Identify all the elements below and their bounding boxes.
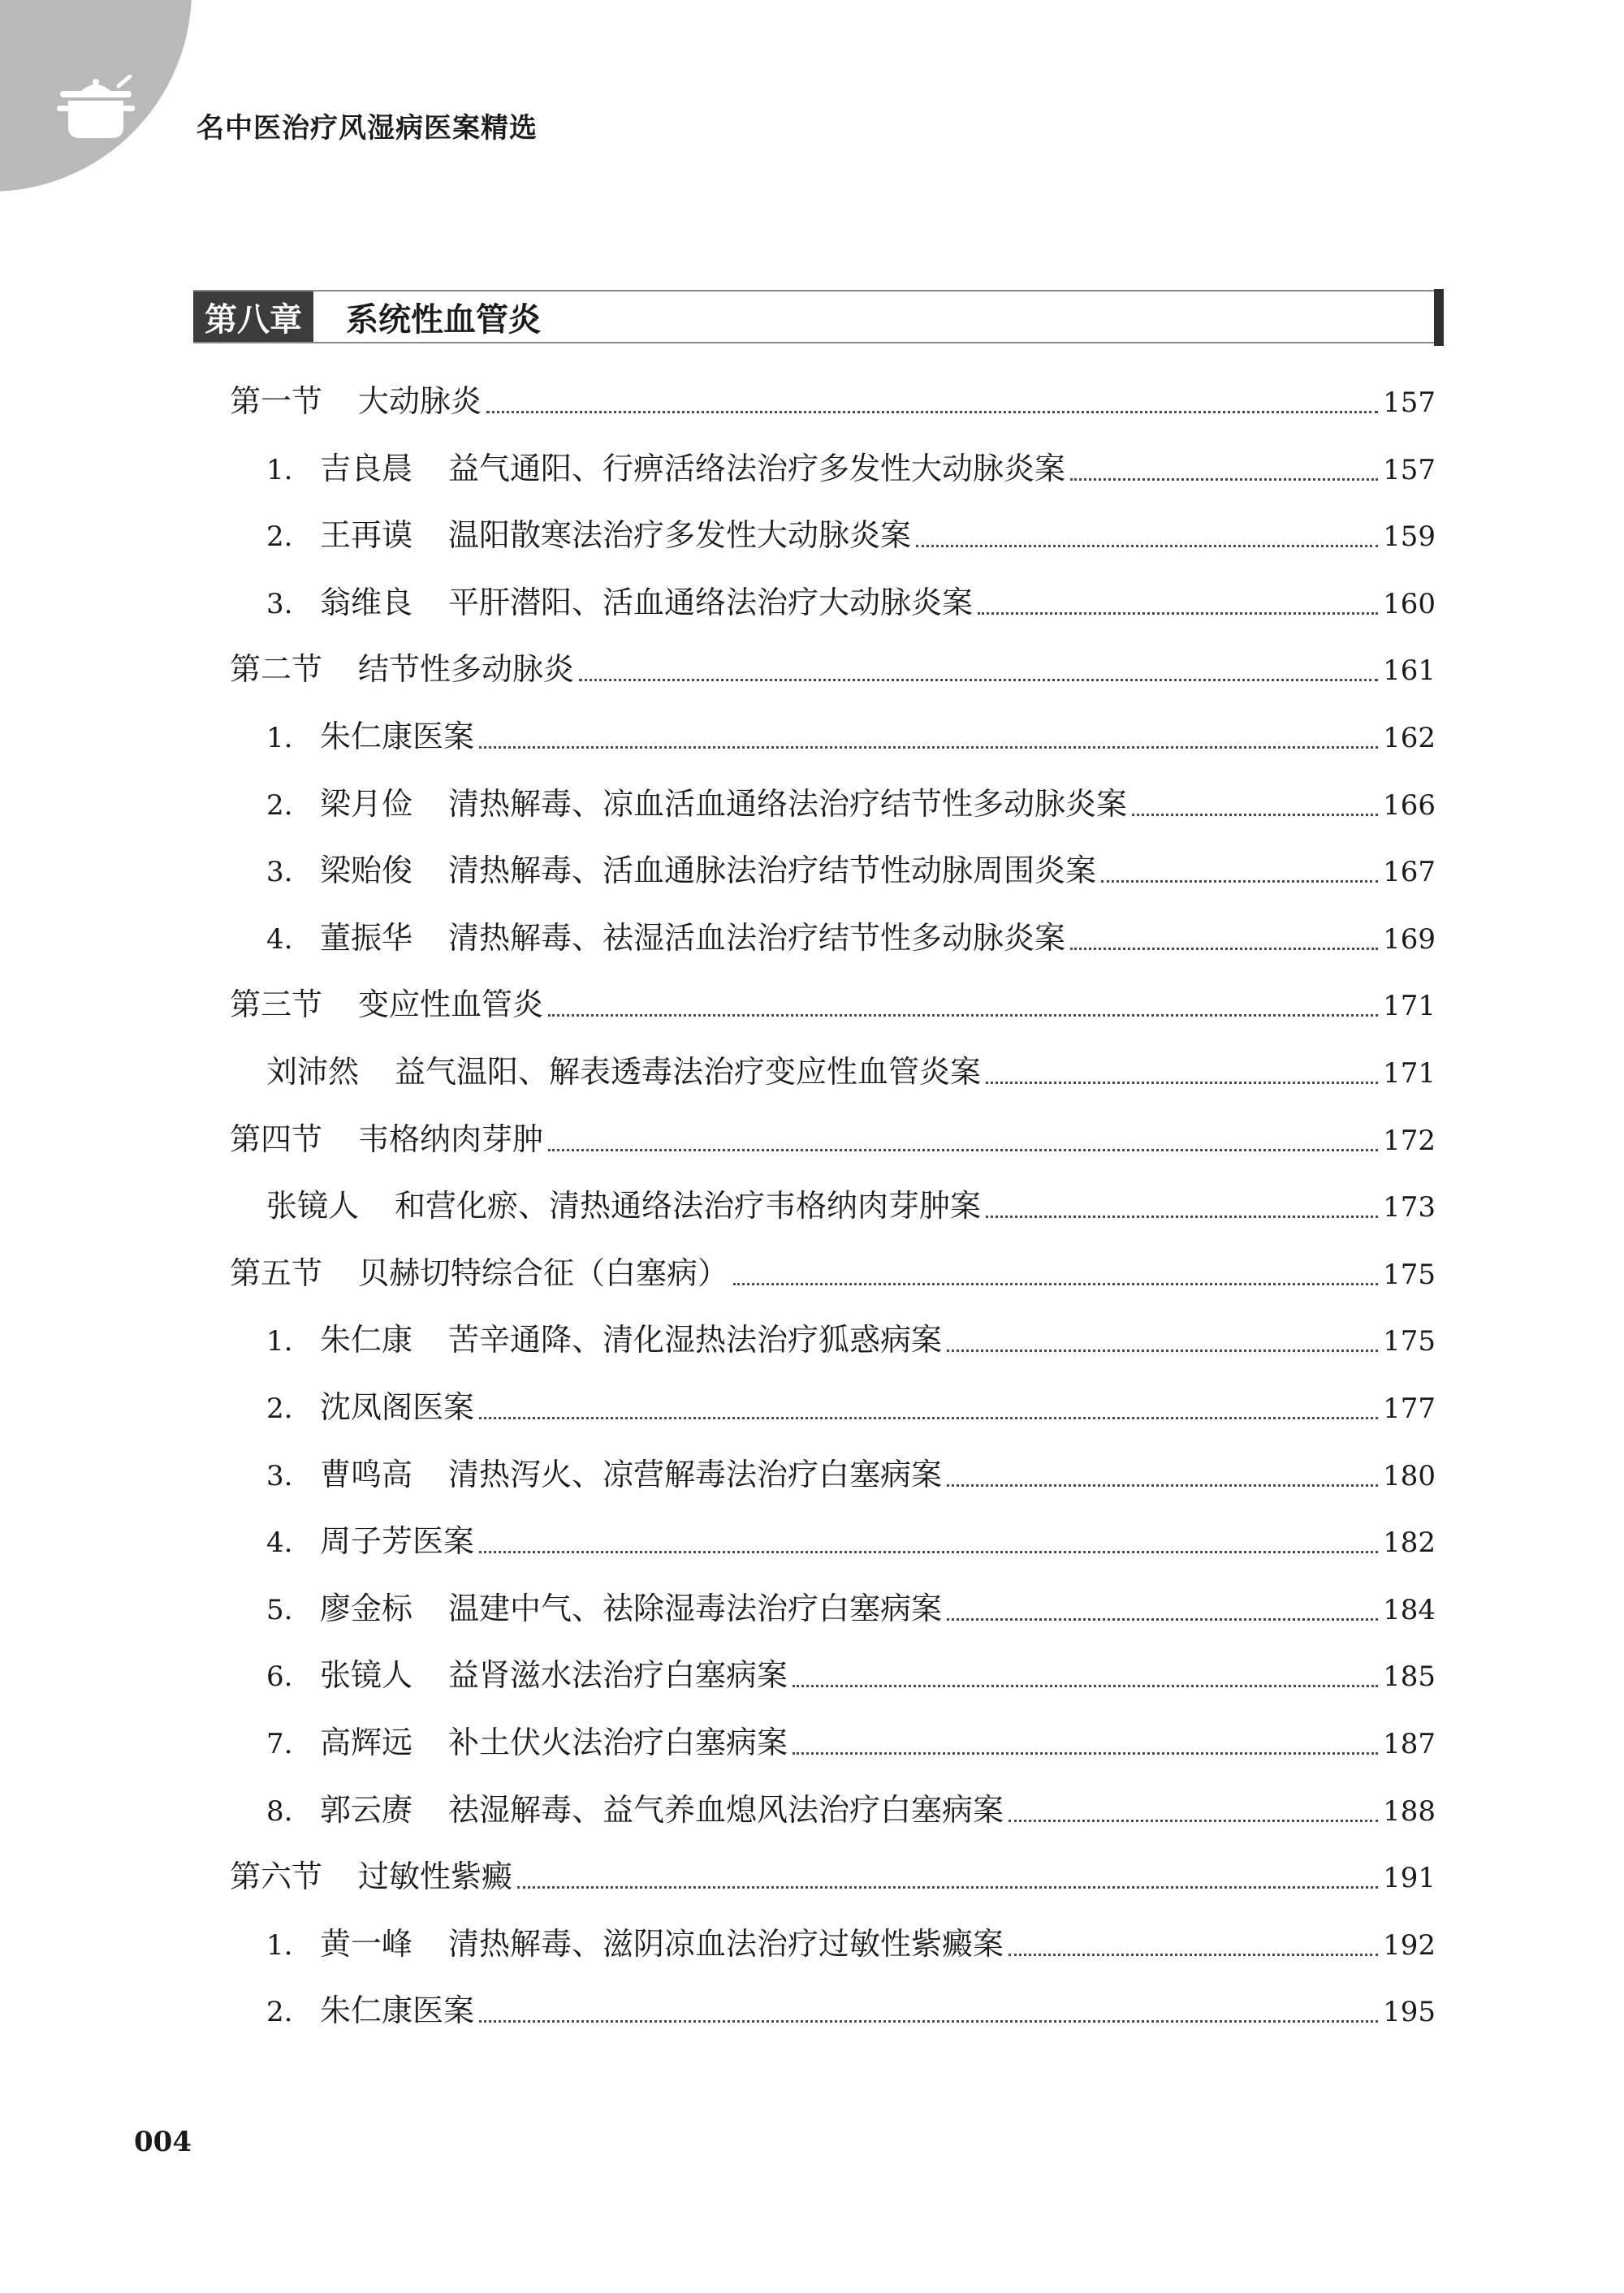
- toc-entry-row[interactable]: [266, 1449, 1436, 1498]
- toc-dot-leader: [548, 1149, 1378, 1151]
- toc-entry-title: 祛湿解毒、益气养血熄风法治疗白塞病案: [448, 1792, 1004, 1828]
- toc-entry-doctor: 翁维良: [320, 585, 413, 620]
- toc-dot-leader: [793, 1752, 1378, 1755]
- toc-dot-leader: [793, 1685, 1378, 1687]
- toc-page-number: 171: [1383, 1057, 1436, 1090]
- toc-page-number: 184: [1383, 1594, 1436, 1626]
- toc-entry-row[interactable]: [266, 1315, 1436, 1363]
- toc-entry-doctor: 高辉远: [320, 1725, 413, 1760]
- toc-entry-number: 1.: [266, 1929, 293, 1962]
- toc-dot-leader: [986, 1216, 1378, 1218]
- toc-entry-number: 8.: [266, 1795, 293, 1828]
- toc-entry-title: 益气温阳、解表透毒法治疗变应性血管炎案: [395, 1054, 982, 1090]
- toc-section-row[interactable]: [230, 1851, 1436, 1900]
- toc-dot-leader: [1070, 948, 1378, 950]
- toc-entry-row[interactable]: [266, 1650, 1436, 1699]
- toc-entry-doctor: 朱仁康: [320, 1322, 413, 1358]
- toc-entry-number: 2.: [266, 789, 293, 822]
- toc-page-number: 175: [1383, 1325, 1436, 1358]
- chapter-bar-end-rule: [1434, 289, 1444, 346]
- toc-entry-title: 清热解毒、活血通脉法治疗结节性动脉周围炎案: [448, 853, 1097, 888]
- toc-page-number: 188: [1383, 1795, 1436, 1828]
- toc-entry-title: 清热解毒、凉血活血通络法治疗结节性多动脉炎案: [448, 786, 1128, 822]
- toc-entry-title: 朱仁康医案: [320, 719, 475, 754]
- toc-entry-doctor: 梁月俭: [320, 786, 413, 822]
- toc-entry-number: 6.: [266, 1660, 293, 1693]
- toc-section-title: 韦格纳肉芽肿: [358, 1121, 544, 1157]
- toc-entry-doctor: 张镜人: [320, 1657, 413, 1693]
- toc-dot-leader: [548, 1014, 1378, 1017]
- toc-section-row[interactable]: [230, 1248, 1436, 1297]
- toc-section-label: 第一节: [230, 383, 323, 419]
- toc-page-number: 159: [1383, 520, 1436, 553]
- toc-entry-row[interactable]: [266, 1919, 1436, 1967]
- toc-page-number: 167: [1383, 856, 1436, 888]
- toc-section-row[interactable]: [230, 644, 1436, 693]
- toc-entry-title: 温阳散寒法治疗多发性大动脉炎案: [448, 517, 912, 553]
- toc-entry-number: 3.: [266, 1460, 293, 1492]
- toc-page-number: 160: [1383, 588, 1436, 620]
- toc-entry-number: 2.: [266, 1996, 293, 2028]
- toc-entry-title: 周子芳医案: [320, 1523, 475, 1559]
- toc-entry-number: 1.: [266, 1325, 293, 1358]
- toc-entry-title: 益气通阳、行痹活络法治疗多发性大动脉炎案: [448, 451, 1066, 486]
- page-number: 004: [134, 2126, 192, 2158]
- toc-page-number: 192: [1383, 1929, 1436, 1962]
- toc-page-number: 157: [1383, 386, 1436, 419]
- toc-dot-leader: [1101, 880, 1378, 883]
- toc-entry-doctor: 郭云赓: [320, 1792, 413, 1828]
- chapter-title: 系统性血管炎: [346, 300, 541, 339]
- toc-page-number: 172: [1383, 1125, 1436, 1157]
- toc-page-number: 180: [1383, 1460, 1436, 1492]
- toc-page-number: 173: [1383, 1191, 1436, 1224]
- toc-dot-leader: [517, 1886, 1378, 1889]
- toc-page-number: 171: [1383, 990, 1436, 1022]
- toc-entry-number: 2.: [266, 520, 293, 553]
- toc-page-number: 185: [1383, 1660, 1436, 1693]
- toc-entry-row[interactable]: [266, 711, 1436, 760]
- toc-section-label: 第六节: [230, 1859, 323, 1894]
- toc-dot-leader: [479, 1551, 1378, 1553]
- toc-page-number: 161: [1383, 654, 1436, 687]
- toc-entry-row[interactable]: [266, 779, 1436, 827]
- chapter-label: 第八章: [193, 291, 313, 342]
- toc-entry-title: 朱仁康医案: [320, 1993, 475, 2028]
- toc-entry-row[interactable]: [266, 577, 1436, 626]
- toc-entry-row[interactable]: [266, 1985, 1436, 2034]
- toc-entry-doctor: 廖金标: [320, 1591, 413, 1626]
- toc-section-label: 第二节: [230, 651, 323, 687]
- toc-entry-title: 清热解毒、祛湿活血法治疗结节性多动脉炎案: [448, 920, 1066, 956]
- toc-dot-leader: [916, 545, 1378, 547]
- toc-page-number: 169: [1383, 923, 1436, 956]
- toc-page-number: 166: [1383, 789, 1436, 822]
- toc-section-title: 变应性血管炎: [358, 987, 544, 1022]
- toc-dot-leader: [479, 2020, 1378, 2023]
- toc-entry-title: 补土伏火法治疗白塞病案: [448, 1725, 788, 1760]
- toc-entry-title: 益肾滋水法治疗白塞病案: [448, 1657, 788, 1693]
- toc-dot-leader: [1132, 814, 1378, 816]
- toc-entry-doctor: 董振华: [320, 920, 413, 956]
- toc-page-number: 177: [1383, 1393, 1436, 1425]
- toc-dot-leader: [947, 1349, 1378, 1352]
- toc-entry-row[interactable]: [266, 913, 1436, 961]
- toc-entry-doctor: 黄一峰: [320, 1926, 413, 1962]
- toc-entry-doctor: 张镜人: [266, 1188, 360, 1224]
- toc-entry-row[interactable]: [266, 1785, 1436, 1833]
- toc-entry-row[interactable]: [266, 510, 1436, 559]
- toc-entry-doctor: 曹鸣高: [320, 1457, 413, 1492]
- toc-entry-row[interactable]: [266, 1717, 1436, 1766]
- toc-section-label: 第三节: [230, 987, 323, 1022]
- toc-entry-title: 温建中气、祛除湿毒法治疗白塞病案: [448, 1591, 943, 1626]
- toc-entry-number: 3.: [266, 856, 293, 888]
- toc-section-title: 大动脉炎: [358, 383, 482, 419]
- toc-page-number: 182: [1383, 1527, 1436, 1559]
- toc-entry-doctor: 刘沛然: [266, 1054, 360, 1090]
- toc-page-number: 187: [1383, 1728, 1436, 1760]
- toc-dot-leader: [947, 1484, 1378, 1487]
- toc-entry-number: 5.: [266, 1594, 293, 1626]
- chapter-heading: [193, 290, 1441, 343]
- toc-entry-doctor: 梁贻俊: [320, 853, 413, 888]
- toc-dot-leader: [978, 612, 1378, 615]
- toc-entry-row[interactable]: [266, 443, 1436, 492]
- toc-dot-leader: [733, 1283, 1378, 1285]
- toc-entry-row[interactable]: [266, 1181, 1436, 1229]
- toc-section-title: 结节性多动脉炎: [358, 651, 575, 687]
- toc-page-number: 157: [1383, 454, 1436, 486]
- toc-dot-leader: [947, 1618, 1378, 1621]
- cooking-pot-icon: [57, 75, 135, 143]
- toc-entry-doctor: 王再谟: [320, 517, 413, 553]
- toc-dot-leader: [1009, 1820, 1378, 1822]
- toc-section-label: 第四节: [230, 1121, 323, 1157]
- toc-page-number: 175: [1383, 1259, 1436, 1291]
- toc-page-number: 162: [1383, 722, 1436, 754]
- toc-entry-number: 3.: [266, 588, 293, 620]
- toc-entry-title: 平肝潜阳、活血通络法治疗大动脉炎案: [448, 585, 974, 620]
- toc-entry-row[interactable]: [266, 1516, 1436, 1565]
- toc-entry-title: 和营化瘀、清热通络法治疗韦格纳肉芽肿案: [395, 1188, 982, 1224]
- toc-section-row[interactable]: [230, 1114, 1436, 1163]
- toc-page-number: 191: [1383, 1862, 1436, 1894]
- toc-section-title: 过敏性紫癜: [358, 1859, 513, 1894]
- toc-entry-row[interactable]: [266, 1047, 1436, 1095]
- toc-entry-title: 苦辛通降、清化湿热法治疗狐惑病案: [448, 1322, 943, 1358]
- toc-entry-number: 1.: [266, 454, 293, 486]
- book-title: 名中医治疗风湿病医案精选: [197, 112, 538, 145]
- toc-section-row[interactable]: [230, 979, 1436, 1028]
- toc-entry-row[interactable]: [266, 1583, 1436, 1632]
- toc-dot-leader: [479, 1417, 1378, 1419]
- toc-entry-number: 7.: [266, 1728, 293, 1760]
- toc-section-label: 第五节: [230, 1255, 323, 1291]
- toc-entry-number: 4.: [266, 1527, 293, 1559]
- toc-entry-title: 清热泻火、凉营解毒法治疗白塞病案: [448, 1457, 943, 1492]
- toc-page-number: 195: [1383, 1996, 1436, 2028]
- toc-section-title: 贝赫切特综合征（白塞病）: [358, 1255, 729, 1291]
- toc-dot-leader: [986, 1082, 1378, 1084]
- toc-dot-leader: [1070, 478, 1378, 481]
- toc-dot-leader: [579, 679, 1378, 681]
- toc-entry-row[interactable]: [266, 845, 1436, 894]
- toc-entry-row[interactable]: [266, 1382, 1436, 1431]
- toc-section-row[interactable]: [230, 376, 1436, 425]
- toc-dot-leader: [1009, 1954, 1378, 1956]
- toc-dot-leader: [479, 746, 1378, 749]
- toc-entry-number: 2.: [266, 1393, 293, 1425]
- toc-entry-number: 1.: [266, 722, 293, 754]
- toc-entry-doctor: 吉良晨: [320, 451, 413, 486]
- toc-dot-leader: [486, 411, 1378, 413]
- toc-entry-title: 清热解毒、滋阴凉血法治疗过敏性紫癜案: [448, 1926, 1004, 1962]
- toc-entry-title: 沈凤阁医案: [320, 1389, 475, 1425]
- toc-entry-number: 4.: [266, 923, 293, 956]
